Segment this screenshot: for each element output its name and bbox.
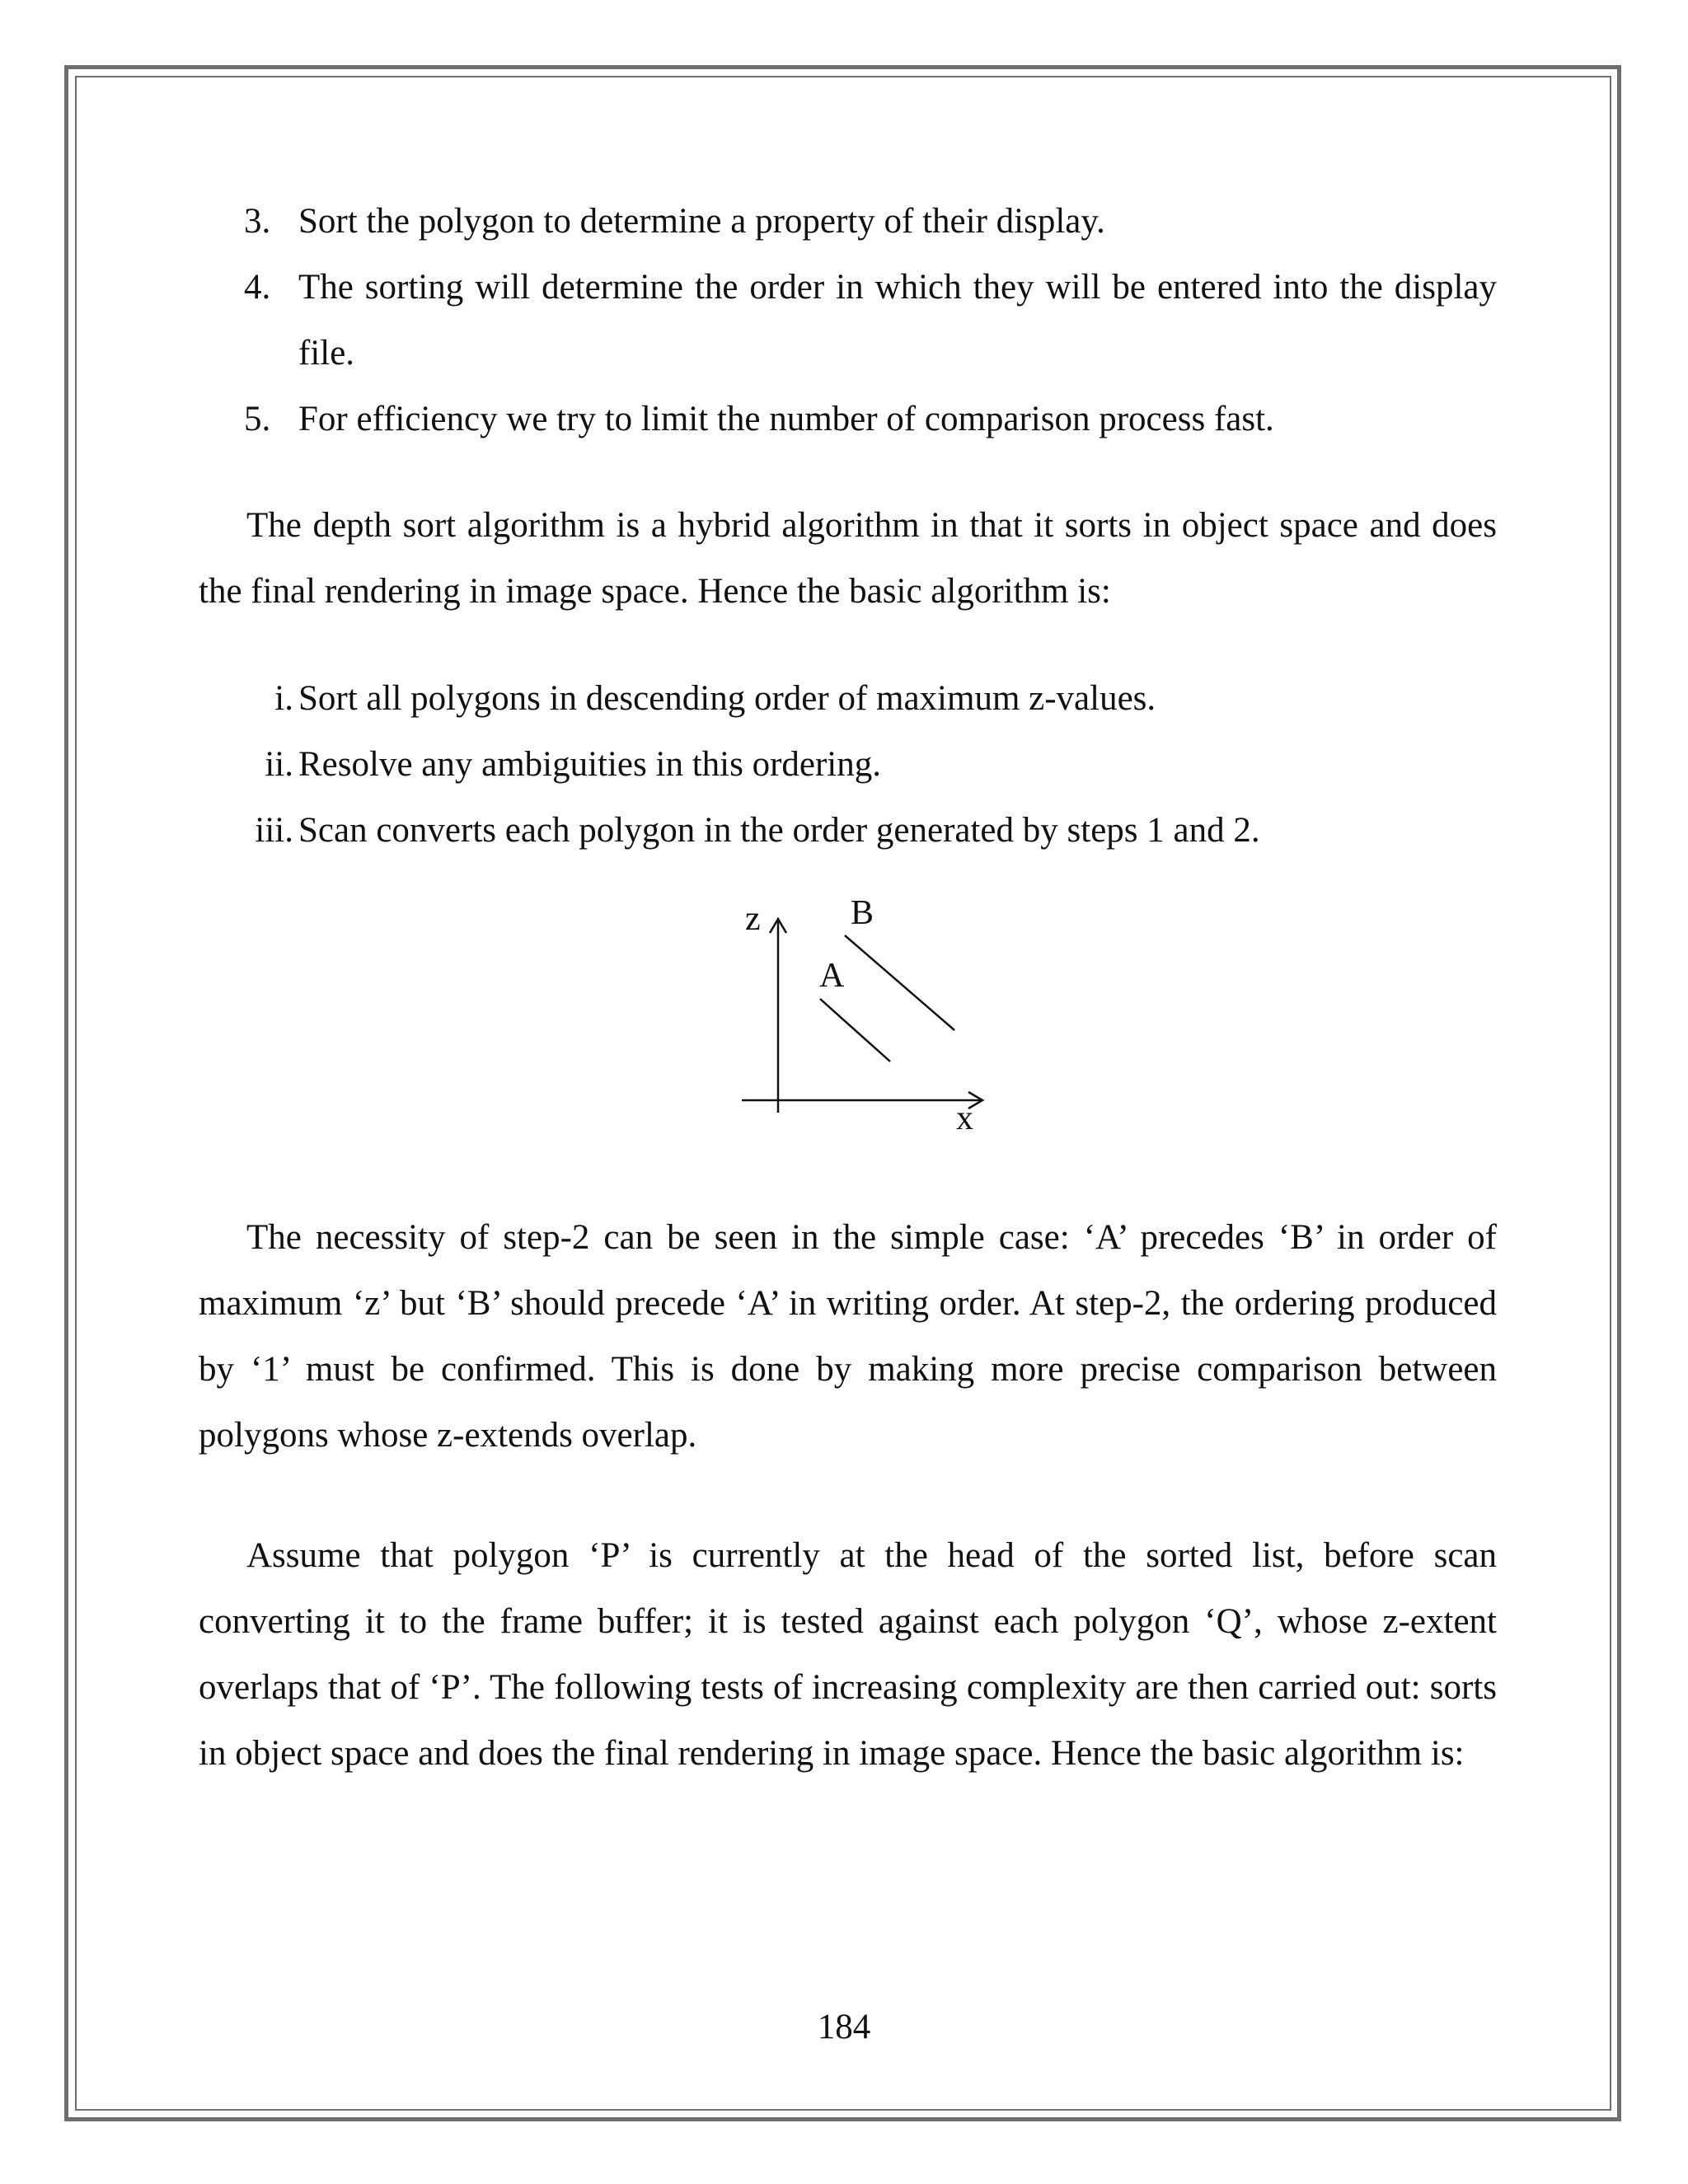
list-marker: 4. — [244, 268, 271, 307]
list-item — [198, 387, 1497, 452]
list-item — [198, 798, 1497, 864]
list-item — [198, 189, 1497, 255]
paragraph-assume: Assume that polygon ‘P’ is currently at the head of the sorted list, before scan converting it to the frame buffer; it is tested against each polygon ‘Q’, whose z-extent overlaps that of ‘P’. The following tests of increasing complexity are then carried out: sorts in object space and does the final rendering in image space. Hence the basic algorithm is: — [199, 1536, 1497, 1773]
numbered-list — [198, 189, 1497, 452]
polygon-b-edge — [845, 935, 954, 1030]
roman-list — [198, 666, 1497, 864]
polygon-a-edge — [820, 999, 890, 1062]
list-marker: 3. — [244, 202, 271, 241]
list-item — [198, 255, 1497, 387]
list-item-text: Scan converts each polygon in the order generated by steps 1 and 2. — [298, 811, 1260, 850]
label-a: A — [819, 957, 845, 995]
paragraph-necessity: The necessity of step-2 can be seen in the simple case: ‘A’ precedes ‘B’ in order of maximum ‘z’ but ‘B’ should precede ‘A’ in writing order. At step-2, the ordering produced by ‘1’ must be confirmed. This is done by making more precise comparison between polygons whose z-extends overlap. — [199, 1218, 1497, 1455]
list-item — [198, 732, 1497, 798]
list-item-text: Resolve any ambiguities in this ordering. — [298, 745, 882, 784]
list-item-text: Sort the polygon to determine a property of their display. — [298, 202, 1105, 241]
z-axis-label: z — [745, 900, 761, 938]
list-item-text: Sort all polygons in descending order of maximum z-values. — [298, 679, 1156, 718]
label-b: B — [851, 894, 874, 932]
list-marker: iii. — [255, 811, 293, 850]
list-item-text: For efficiency we try to limit the number of comparison process fast. — [298, 400, 1274, 438]
list-marker: i. — [274, 679, 293, 718]
list-item-text: The sorting will determine the order in which they will be entered into the display file. — [298, 268, 1497, 373]
paragraph-intro: The depth sort algorithm is a hybrid algorithm in that it sorts in object space and does the final rendering in image space. Hence the basic algorithm is: — [199, 506, 1497, 611]
page-number: 184 — [817, 2008, 871, 2046]
list-item — [198, 666, 1497, 732]
depth-sort-diagram — [725, 890, 997, 1137]
list-marker: ii. — [265, 745, 293, 784]
list-marker: 5. — [244, 400, 271, 438]
x-axis-label: x — [956, 1099, 973, 1137]
